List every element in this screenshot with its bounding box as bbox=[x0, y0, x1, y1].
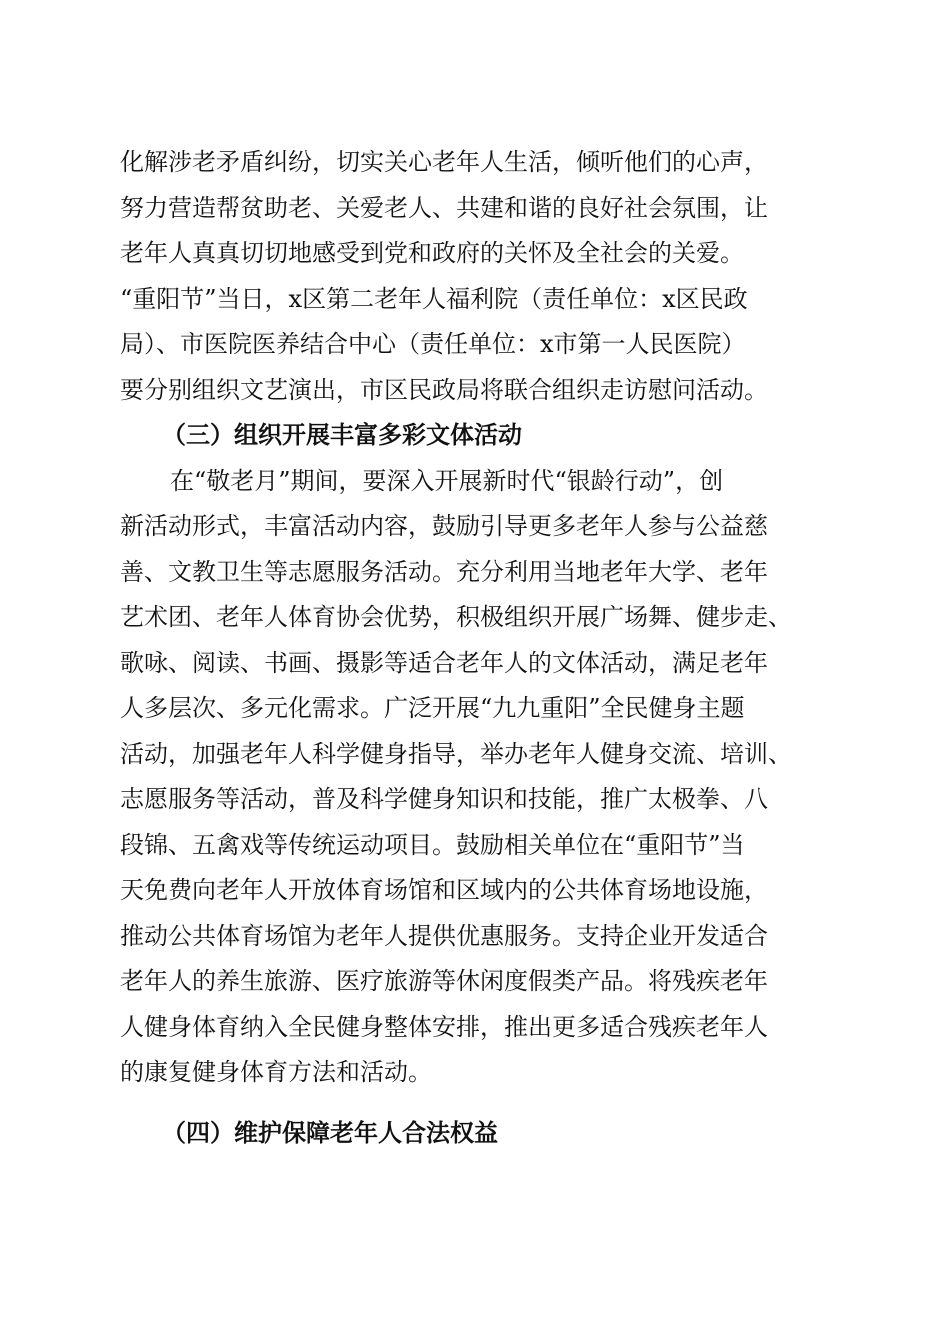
text-line: 推动公共体育场馆为老年人提供优惠服务。支持企业开发适合 bbox=[120, 921, 768, 950]
paragraph bbox=[120, 140, 840, 413]
paragraph-gap bbox=[120, 1096, 840, 1111]
text-line: 天免费向老年人开放体育场馆和区域内的公共体育场地设施， bbox=[120, 876, 768, 904]
text-line: 在“敬老月”期间，要深入开展新时代“银龄行动”，创 bbox=[170, 466, 724, 495]
paragraph bbox=[120, 459, 840, 1096]
document-body bbox=[120, 140, 840, 1156]
text-line: 艺术团、老年人体育协会优势，积极组织开展广场舞、健步走、 bbox=[120, 603, 792, 631]
text-line: 新活动形式，丰富活动内容，鼓励引导更多老年人参与公益慈 bbox=[120, 512, 768, 540]
text-line: 要分别组织文艺演出，市区民政局将联合组织走访慰问活动。 bbox=[120, 375, 768, 404]
text-line: 的康复健身体育方法和活动。 bbox=[120, 1058, 432, 1086]
text-line: 善、文教卫生等志愿服务活动。充分利用当地老年大学、老年 bbox=[120, 557, 768, 586]
text-line: 局）、市医院医养结合中心（责任单位：x市第一人民医院） bbox=[120, 330, 746, 358]
text-line: “重阳节”当日，x区第二老年人福利院（责任单位：x区民政 bbox=[120, 284, 748, 313]
section-heading: （三）组织开展丰富多彩文体活动 bbox=[162, 421, 522, 449]
text-line: 化解涉老矛盾纠纷，切实关心老年人生活，倾听他们的心声， bbox=[120, 148, 768, 176]
text-line: 人健身体育纳入全民健身整体安排，推出更多适合残疾老年人 bbox=[120, 1012, 768, 1041]
text-line: 歌咏、阅读、书画、摄影等适合老年人的文体活动，满足老年 bbox=[120, 648, 768, 677]
text-line: 老年人的养生旅游、医疗旅游等休闲度假类产品。将残疾老年 bbox=[120, 967, 768, 995]
text-line: 人多层次、多元化需求。广泛开展“九九重阳”全民健身主题 bbox=[120, 694, 745, 722]
section-heading: （四）维护保障老年人合法权益 bbox=[162, 1118, 498, 1147]
text-line: 老年人真真切切地感受到党和政府的关怀及全社会的关爱。 bbox=[120, 239, 744, 267]
text-line: 努力营造帮贫助老、关爱老人、共建和谐的良好社会氛围，让 bbox=[120, 193, 768, 222]
text-line: 段锦、五禽戏等传统运动项目。鼓励相关单位在“重阳节”当 bbox=[120, 830, 745, 859]
text-line: 志愿服务等活动，普及科学健身知识和技能，推广太极拳、八 bbox=[120, 785, 768, 813]
text-line: 活动，加强老年人科学健身指导，举办老年人健身交流、培训、 bbox=[120, 739, 792, 768]
